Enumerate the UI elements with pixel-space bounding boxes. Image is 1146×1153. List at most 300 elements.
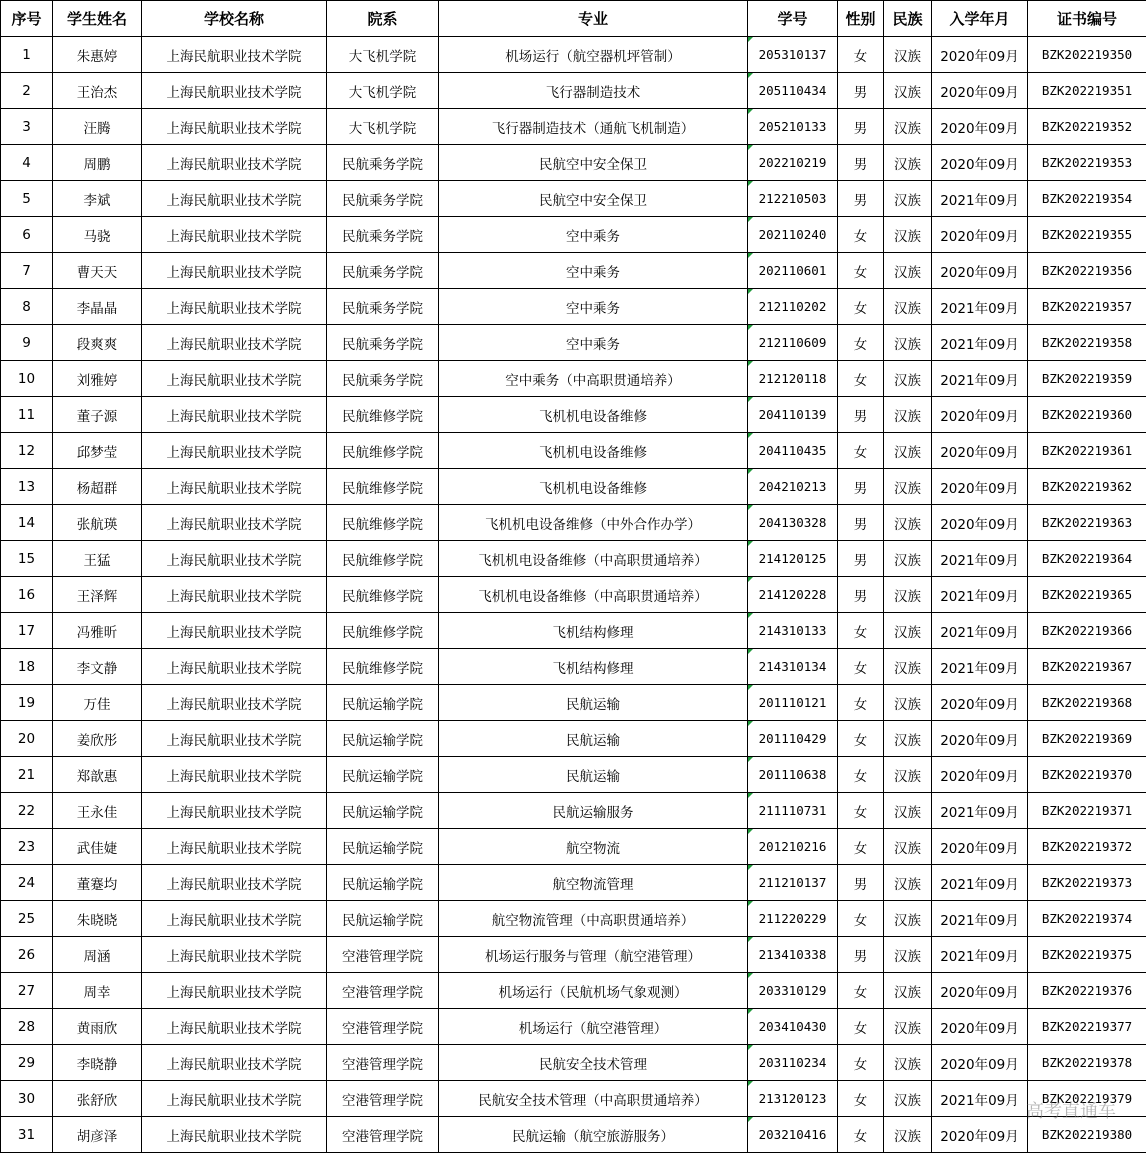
cell-department: 空港管理学院 (327, 1045, 439, 1081)
cell-student-id: 201210216 (748, 829, 838, 865)
cell-gender: 男 (838, 145, 884, 181)
cell-major: 民航空中安全保卫 (439, 145, 748, 181)
cell-enrollment-date: 2020年09月 (932, 1009, 1028, 1045)
cell-department: 民航运输学院 (327, 721, 439, 757)
cell-gender: 女 (838, 325, 884, 361)
cell-school-name: 上海民航职业技术学院 (142, 73, 327, 109)
cell-gender: 男 (838, 469, 884, 505)
cell-department: 民航乘务学院 (327, 217, 439, 253)
table-row (1, 613, 1146, 649)
cell-enrollment-date: 2021年09月 (932, 901, 1028, 937)
cell-major: 民航安全技术管理（中高职贯通培养） (439, 1081, 748, 1117)
cell-gender: 男 (838, 181, 884, 217)
cell-enrollment-date: 2020年09月 (932, 1045, 1028, 1081)
table-row (1, 73, 1146, 109)
table-row (1, 757, 1146, 793)
cell-enrollment-date: 2020年09月 (932, 433, 1028, 469)
cell-major: 民航运输 (439, 721, 748, 757)
cell-ethnicity: 汉族 (884, 901, 932, 937)
cell-student-id: 204110139 (748, 397, 838, 433)
cell-school-name: 上海民航职业技术学院 (142, 325, 327, 361)
cell-school-name: 上海民航职业技术学院 (142, 289, 327, 325)
cell-major: 机场运行（航空器机坪管制） (439, 37, 748, 73)
cell-enrollment-date: 2021年09月 (932, 793, 1028, 829)
cell-student-name: 冯雅昕 (53, 613, 142, 649)
cell-major: 空中乘务 (439, 289, 748, 325)
cell-major: 民航安全技术管理 (439, 1045, 748, 1081)
cell-student-name: 张舒欣 (53, 1081, 142, 1117)
cell-enrollment-date: 2021年09月 (932, 865, 1028, 901)
cell-ethnicity: 汉族 (884, 649, 932, 685)
cell-department: 空港管理学院 (327, 937, 439, 973)
cell-student-id: 204210213 (748, 469, 838, 505)
table-row (1, 901, 1146, 937)
cell-certificate-number: BZK202219351 (1028, 73, 1146, 109)
cell-student-id: 205310137 (748, 37, 838, 73)
cell-student-name: 周幸 (53, 973, 142, 1009)
cell-ethnicity: 汉族 (884, 937, 932, 973)
cell-department: 民航乘务学院 (327, 145, 439, 181)
header-student-id: 学号 (748, 1, 838, 37)
cell-department: 民航乘务学院 (327, 253, 439, 289)
cell-gender: 女 (838, 1081, 884, 1117)
cell-ethnicity: 汉族 (884, 613, 932, 649)
header-student-name: 学生姓名 (53, 1, 142, 37)
cell-gender: 女 (838, 1117, 884, 1153)
cell-department: 民航运输学院 (327, 829, 439, 865)
cell-enrollment-date: 2020年09月 (932, 757, 1028, 793)
cell-ethnicity: 汉族 (884, 685, 932, 721)
table-header-row (1, 1, 1146, 37)
cell-department: 空港管理学院 (327, 973, 439, 1009)
cell-student-name: 李晶晶 (53, 289, 142, 325)
cell-enrollment-date: 2021年09月 (932, 541, 1028, 577)
cell-certificate-number: BZK202219369 (1028, 721, 1146, 757)
cell-ethnicity: 汉族 (884, 793, 932, 829)
cell-student-name: 李晓静 (53, 1045, 142, 1081)
cell-student-id: 211110731 (748, 793, 838, 829)
cell-ethnicity: 汉族 (884, 505, 932, 541)
header-school-name: 学校名称 (142, 1, 327, 37)
cell-school-name: 上海民航职业技术学院 (142, 37, 327, 73)
cell-enrollment-date: 2020年09月 (932, 253, 1028, 289)
cell-department: 民航乘务学院 (327, 325, 439, 361)
cell-department: 民航乘务学院 (327, 361, 439, 397)
cell-enrollment-date: 2020年09月 (932, 721, 1028, 757)
cell-gender: 男 (838, 865, 884, 901)
cell-student-id: 212110609 (748, 325, 838, 361)
cell-school-name: 上海民航职业技术学院 (142, 253, 327, 289)
cell-enrollment-date: 2020年09月 (932, 109, 1028, 145)
cell-student-id: 203210416 (748, 1117, 838, 1153)
cell-ethnicity: 汉族 (884, 73, 932, 109)
cell-certificate-number: BZK202219376 (1028, 973, 1146, 1009)
cell-enrollment-date: 2020年09月 (932, 145, 1028, 181)
cell-major: 飞机机电设备维修 (439, 469, 748, 505)
table-row (1, 577, 1146, 613)
cell-gender: 女 (838, 829, 884, 865)
cell-department: 大飞机学院 (327, 109, 439, 145)
header-gender: 性别 (838, 1, 884, 37)
cell-enrollment-date: 2020年09月 (932, 37, 1028, 73)
header-ethnicity: 民族 (884, 1, 932, 37)
cell-department: 大飞机学院 (327, 37, 439, 73)
table-row (1, 685, 1146, 721)
cell-ethnicity: 汉族 (884, 361, 932, 397)
cell-department: 民航运输学院 (327, 865, 439, 901)
cell-gender: 女 (838, 1045, 884, 1081)
table-row (1, 109, 1146, 145)
table-row (1, 829, 1146, 865)
cell-index: 31 (1, 1117, 53, 1153)
cell-department: 民航维修学院 (327, 469, 439, 505)
cell-student-name: 周鹏 (53, 145, 142, 181)
cell-school-name: 上海民航职业技术学院 (142, 1045, 327, 1081)
cell-student-id: 202110601 (748, 253, 838, 289)
cell-major: 空中乘务（中高职贯通培养） (439, 361, 748, 397)
cell-ethnicity: 汉族 (884, 253, 932, 289)
cell-enrollment-date: 2020年09月 (932, 685, 1028, 721)
cell-gender: 男 (838, 937, 884, 973)
cell-student-name: 刘雅婷 (53, 361, 142, 397)
cell-student-id: 203110234 (748, 1045, 838, 1081)
cell-ethnicity: 汉族 (884, 541, 932, 577)
cell-index: 15 (1, 541, 53, 577)
cell-ethnicity: 汉族 (884, 433, 932, 469)
cell-certificate-number: BZK202219371 (1028, 793, 1146, 829)
cell-ethnicity: 汉族 (884, 721, 932, 757)
cell-gender: 男 (838, 577, 884, 613)
table-row (1, 433, 1146, 469)
cell-enrollment-date: 2020年09月 (932, 505, 1028, 541)
cell-student-name: 王猛 (53, 541, 142, 577)
cell-ethnicity: 汉族 (884, 37, 932, 73)
cell-ethnicity: 汉族 (884, 1045, 932, 1081)
cell-ethnicity: 汉族 (884, 397, 932, 433)
cell-certificate-number: BZK202219356 (1028, 253, 1146, 289)
cell-gender: 女 (838, 217, 884, 253)
cell-student-name: 朱晓晓 (53, 901, 142, 937)
cell-school-name: 上海民航职业技术学院 (142, 577, 327, 613)
cell-student-id: 204130328 (748, 505, 838, 541)
cell-gender: 女 (838, 901, 884, 937)
cell-index: 2 (1, 73, 53, 109)
cell-major: 飞机机电设备维修 (439, 433, 748, 469)
table-row (1, 1009, 1146, 1045)
cell-certificate-number: BZK202219362 (1028, 469, 1146, 505)
cell-department: 民航运输学院 (327, 757, 439, 793)
cell-gender: 男 (838, 505, 884, 541)
table-row (1, 253, 1146, 289)
cell-index: 11 (1, 397, 53, 433)
cell-student-name: 曹天天 (53, 253, 142, 289)
cell-enrollment-date: 2021年09月 (932, 649, 1028, 685)
cell-ethnicity: 汉族 (884, 289, 932, 325)
cell-gender: 女 (838, 289, 884, 325)
cell-student-name: 姜欣彤 (53, 721, 142, 757)
cell-school-name: 上海民航职业技术学院 (142, 721, 327, 757)
cell-index: 1 (1, 37, 53, 73)
table-row (1, 397, 1146, 433)
cell-gender: 女 (838, 757, 884, 793)
cell-index: 16 (1, 577, 53, 613)
cell-student-name: 王治杰 (53, 73, 142, 109)
cell-major: 空中乘务 (439, 217, 748, 253)
cell-ethnicity: 汉族 (884, 865, 932, 901)
cell-school-name: 上海民航职业技术学院 (142, 397, 327, 433)
cell-index: 10 (1, 361, 53, 397)
header-enrollment-date: 入学年月 (932, 1, 1028, 37)
table-row (1, 469, 1146, 505)
watermark-text: 高考直通车 (1026, 1101, 1116, 1122)
cell-certificate-number: BZK202219370 (1028, 757, 1146, 793)
cell-major: 民航运输服务 (439, 793, 748, 829)
cell-student-name: 杨超群 (53, 469, 142, 505)
cell-index: 25 (1, 901, 53, 937)
cell-major: 飞行器制造技术（通航飞机制造） (439, 109, 748, 145)
cell-student-name: 武佳婕 (53, 829, 142, 865)
cell-department: 空港管理学院 (327, 1081, 439, 1117)
cell-index: 27 (1, 973, 53, 1009)
cell-gender: 女 (838, 361, 884, 397)
cell-student-name: 李文静 (53, 649, 142, 685)
cell-ethnicity: 汉族 (884, 829, 932, 865)
cell-student-id: 201110638 (748, 757, 838, 793)
table-body (1, 37, 1146, 1153)
cell-index: 13 (1, 469, 53, 505)
cell-major: 飞机结构修理 (439, 649, 748, 685)
cell-school-name: 上海民航职业技术学院 (142, 217, 327, 253)
cell-ethnicity: 汉族 (884, 757, 932, 793)
cell-school-name: 上海民航职业技术学院 (142, 469, 327, 505)
cell-certificate-number: BZK202219358 (1028, 325, 1146, 361)
cell-student-name: 邱梦莹 (53, 433, 142, 469)
cell-school-name: 上海民航职业技术学院 (142, 1117, 327, 1153)
cell-student-id: 211220229 (748, 901, 838, 937)
cell-enrollment-date: 2020年09月 (932, 217, 1028, 253)
cell-ethnicity: 汉族 (884, 469, 932, 505)
table-row (1, 37, 1146, 73)
cell-student-name: 王泽辉 (53, 577, 142, 613)
cell-major: 空中乘务 (439, 325, 748, 361)
cell-student-id: 214120228 (748, 577, 838, 613)
cell-major: 机场运行（民航机场气象观测） (439, 973, 748, 1009)
cell-school-name: 上海民航职业技术学院 (142, 865, 327, 901)
cell-index: 5 (1, 181, 53, 217)
cell-major: 飞行器制造技术 (439, 73, 748, 109)
cell-enrollment-date: 2021年09月 (932, 289, 1028, 325)
table-row (1, 289, 1146, 325)
cell-school-name: 上海民航职业技术学院 (142, 685, 327, 721)
cell-enrollment-date: 2021年09月 (932, 1081, 1028, 1117)
table-row (1, 325, 1146, 361)
cell-index: 28 (1, 1009, 53, 1045)
table-row (1, 865, 1146, 901)
cell-certificate-number: BZK202219373 (1028, 865, 1146, 901)
cell-school-name: 上海民航职业技术学院 (142, 829, 327, 865)
cell-major: 飞机机电设备维修（中外合作办学） (439, 505, 748, 541)
cell-gender: 女 (838, 253, 884, 289)
table-row (1, 1081, 1146, 1117)
cell-student-name: 董子源 (53, 397, 142, 433)
cell-school-name: 上海民航职业技术学院 (142, 757, 327, 793)
table-row (1, 361, 1146, 397)
cell-enrollment-date: 2021年09月 (932, 577, 1028, 613)
cell-index: 3 (1, 109, 53, 145)
cell-certificate-number: BZK202219374 (1028, 901, 1146, 937)
cell-index: 19 (1, 685, 53, 721)
cell-ethnicity: 汉族 (884, 1081, 932, 1117)
cell-enrollment-date: 2021年09月 (932, 325, 1028, 361)
cell-student-name: 胡彦泽 (53, 1117, 142, 1153)
cell-gender: 女 (838, 1009, 884, 1045)
cell-student-id: 214120125 (748, 541, 838, 577)
cell-school-name: 上海民航职业技术学院 (142, 649, 327, 685)
cell-department: 民航维修学院 (327, 577, 439, 613)
table-row (1, 217, 1146, 253)
header-index: 序号 (1, 1, 53, 37)
cell-major: 航空物流管理 (439, 865, 748, 901)
cell-ethnicity: 汉族 (884, 577, 932, 613)
cell-ethnicity: 汉族 (884, 217, 932, 253)
cell-gender: 女 (838, 37, 884, 73)
cell-gender: 男 (838, 109, 884, 145)
cell-major: 飞机结构修理 (439, 613, 748, 649)
cell-major: 机场运行服务与管理（航空港管理） (439, 937, 748, 973)
cell-department: 民航维修学院 (327, 397, 439, 433)
cell-major: 民航运输（航空旅游服务） (439, 1117, 748, 1153)
cell-index: 4 (1, 145, 53, 181)
cell-certificate-number: BZK202219363 (1028, 505, 1146, 541)
cell-student-name: 周涵 (53, 937, 142, 973)
table-row (1, 181, 1146, 217)
cell-index: 14 (1, 505, 53, 541)
cell-student-id: 214310134 (748, 649, 838, 685)
cell-certificate-number: BZK202219378 (1028, 1045, 1146, 1081)
cell-department: 民航运输学院 (327, 793, 439, 829)
cell-gender: 女 (838, 793, 884, 829)
cell-student-name: 马骁 (53, 217, 142, 253)
cell-department: 民航乘务学院 (327, 289, 439, 325)
cell-certificate-number: BZK202219368 (1028, 685, 1146, 721)
cell-school-name: 上海民航职业技术学院 (142, 433, 327, 469)
cell-index: 12 (1, 433, 53, 469)
cell-student-name: 王永佳 (53, 793, 142, 829)
cell-student-id: 201110429 (748, 721, 838, 757)
cell-enrollment-date: 2020年09月 (932, 829, 1028, 865)
header-department: 院系 (327, 1, 439, 37)
cell-department: 民航维修学院 (327, 541, 439, 577)
cell-certificate-number: BZK202219361 (1028, 433, 1146, 469)
cell-major: 机场运行（航空港管理） (439, 1009, 748, 1045)
cell-certificate-number: BZK202219379 (1028, 1081, 1146, 1117)
cell-gender: 女 (838, 433, 884, 469)
cell-index: 23 (1, 829, 53, 865)
cell-school-name: 上海民航职业技术学院 (142, 505, 327, 541)
cell-student-name: 董蹇均 (53, 865, 142, 901)
table-row (1, 721, 1146, 757)
cell-certificate-number: BZK202219353 (1028, 145, 1146, 181)
table-row (1, 937, 1146, 973)
cell-department: 民航维修学院 (327, 433, 439, 469)
cell-school-name: 上海民航职业技术学院 (142, 1009, 327, 1045)
cell-enrollment-date: 2020年09月 (932, 973, 1028, 1009)
header-certificate-number: 证书编号 (1028, 1, 1146, 37)
cell-enrollment-date: 2021年09月 (932, 937, 1028, 973)
cell-school-name: 上海民航职业技术学院 (142, 361, 327, 397)
cell-student-name: 朱惠婷 (53, 37, 142, 73)
cell-major: 航空物流 (439, 829, 748, 865)
table-row (1, 793, 1146, 829)
header-major: 专业 (439, 1, 748, 37)
cell-student-id: 201110121 (748, 685, 838, 721)
cell-certificate-number: BZK202219377 (1028, 1009, 1146, 1045)
cell-certificate-number: BZK202219372 (1028, 829, 1146, 865)
cell-student-name: 段爽爽 (53, 325, 142, 361)
cell-certificate-number: BZK202219380 (1028, 1117, 1146, 1153)
cell-major: 飞机机电设备维修 (439, 397, 748, 433)
cell-certificate-number: BZK202219360 (1028, 397, 1146, 433)
cell-index: 9 (1, 325, 53, 361)
cell-index: 22 (1, 793, 53, 829)
cell-student-name: 李斌 (53, 181, 142, 217)
cell-department: 民航乘务学院 (327, 181, 439, 217)
cell-index: 21 (1, 757, 53, 793)
cell-gender: 男 (838, 541, 884, 577)
cell-ethnicity: 汉族 (884, 973, 932, 1009)
cell-student-id: 213410338 (748, 937, 838, 973)
table-row (1, 1045, 1146, 1081)
cell-school-name: 上海民航职业技术学院 (142, 541, 327, 577)
cell-department: 大飞机学院 (327, 73, 439, 109)
cell-student-name: 张航瑛 (53, 505, 142, 541)
table-row (1, 145, 1146, 181)
cell-certificate-number: BZK202219350 (1028, 37, 1146, 73)
cell-enrollment-date: 2020年09月 (932, 1117, 1028, 1153)
cell-index: 30 (1, 1081, 53, 1117)
cell-student-id: 212120118 (748, 361, 838, 397)
cell-student-id: 203410430 (748, 1009, 838, 1045)
cell-school-name: 上海民航职业技术学院 (142, 613, 327, 649)
cell-index: 26 (1, 937, 53, 973)
cell-index: 18 (1, 649, 53, 685)
cell-department: 空港管理学院 (327, 1117, 439, 1153)
cell-major: 飞机机电设备维修（中高职贯通培养） (439, 541, 748, 577)
cell-major: 航空物流管理（中高职贯通培养） (439, 901, 748, 937)
cell-student-id: 205210133 (748, 109, 838, 145)
cell-student-id: 212210503 (748, 181, 838, 217)
table-row (1, 505, 1146, 541)
cell-certificate-number: BZK202219375 (1028, 937, 1146, 973)
cell-ethnicity: 汉族 (884, 181, 932, 217)
cell-certificate-number: BZK202219367 (1028, 649, 1146, 685)
cell-student-id: 203310129 (748, 973, 838, 1009)
table-row (1, 973, 1146, 1009)
cell-school-name: 上海民航职业技术学院 (142, 181, 327, 217)
cell-major: 飞机机电设备维修（中高职贯通培养） (439, 577, 748, 613)
cell-index: 7 (1, 253, 53, 289)
cell-major: 空中乘务 (439, 253, 748, 289)
table-row (1, 1117, 1146, 1153)
cell-student-id: 205110434 (748, 73, 838, 109)
cell-major: 民航运输 (439, 685, 748, 721)
cell-index: 6 (1, 217, 53, 253)
cell-enrollment-date: 2020年09月 (932, 73, 1028, 109)
cell-school-name: 上海民航职业技术学院 (142, 793, 327, 829)
cell-index: 20 (1, 721, 53, 757)
cell-school-name: 上海民航职业技术学院 (142, 937, 327, 973)
cell-school-name: 上海民航职业技术学院 (142, 109, 327, 145)
